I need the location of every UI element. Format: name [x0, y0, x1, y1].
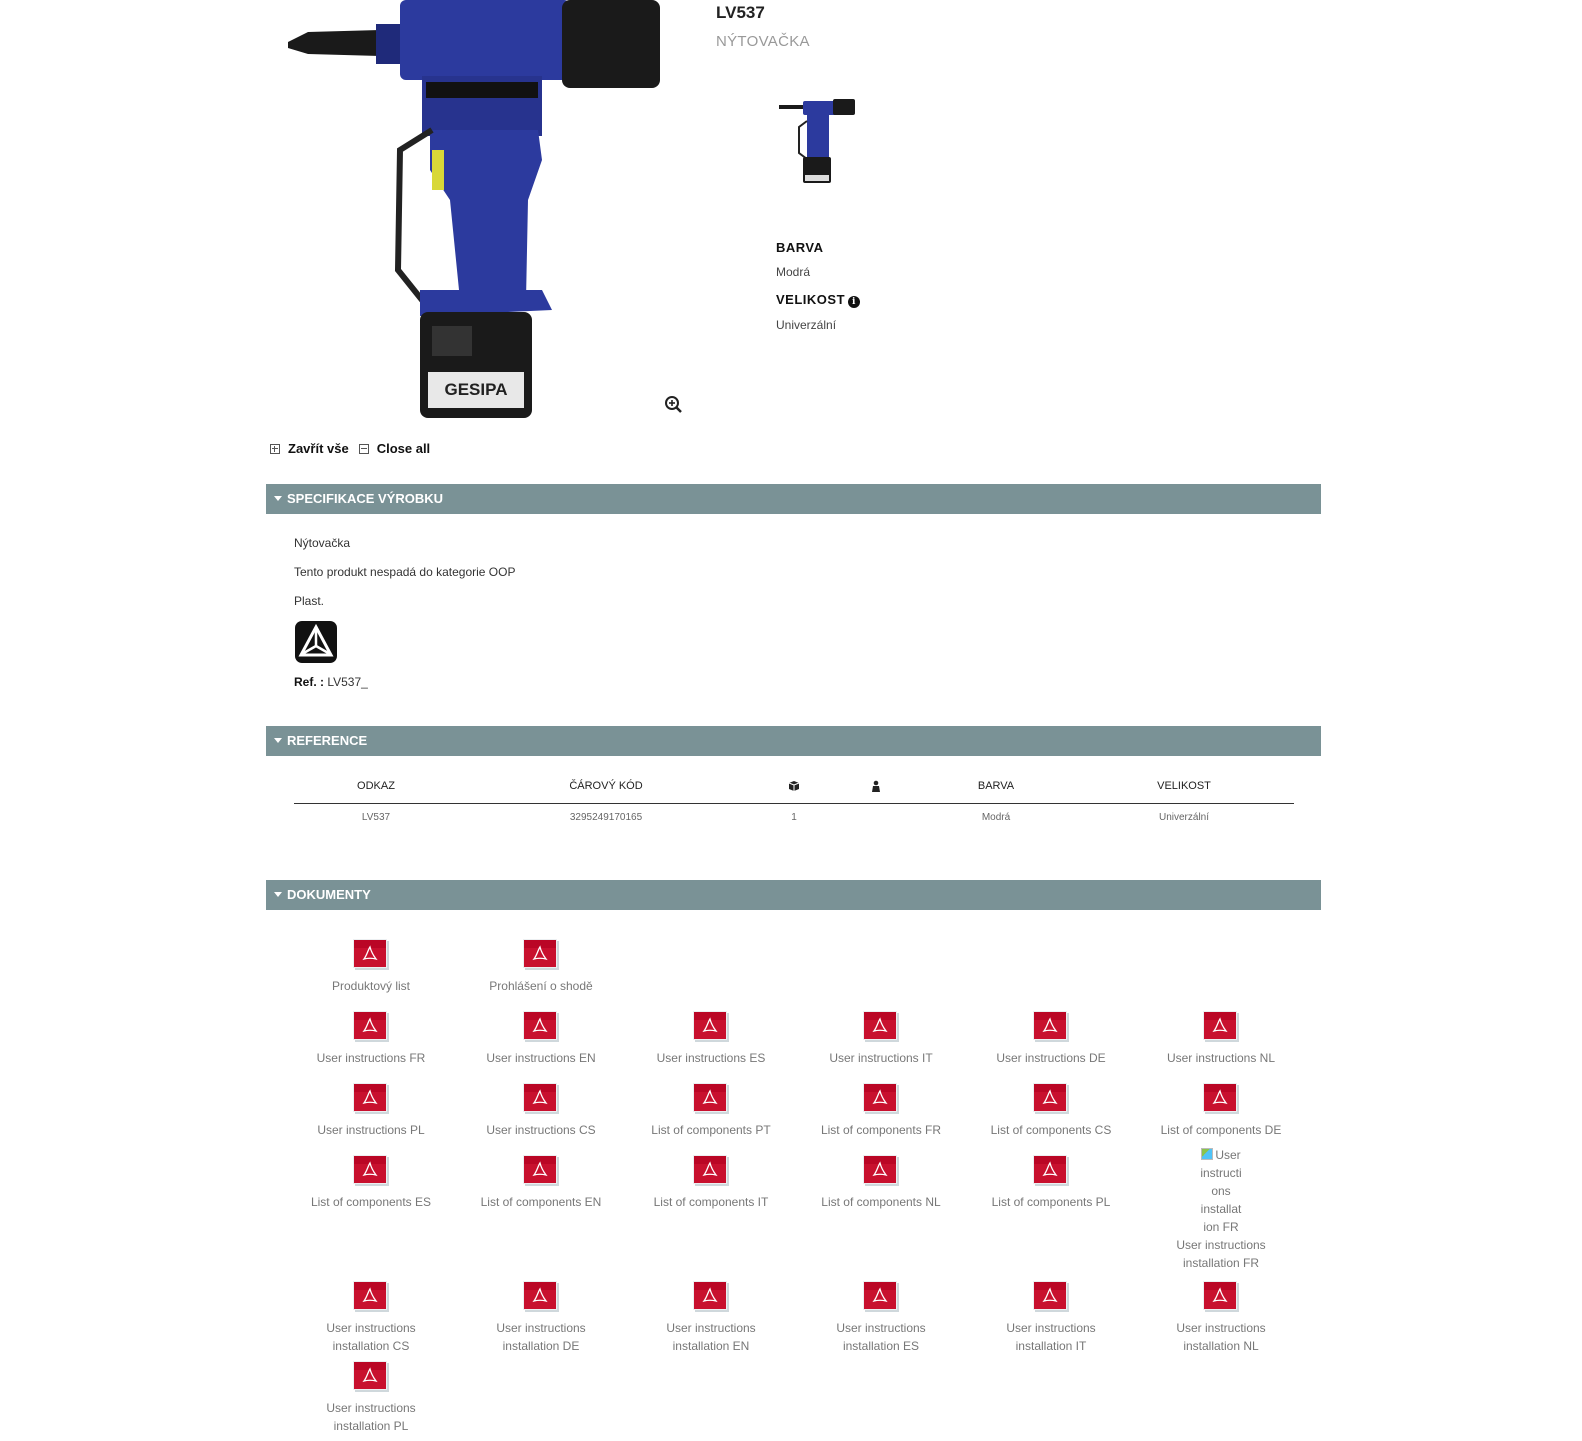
column-header-velikost: VELIKOST: [1157, 780, 1211, 792]
collapse-icon: [359, 444, 369, 454]
document-label: User instructions IT: [829, 1051, 933, 1065]
pdf-icon: [351, 1010, 391, 1044]
pdf-icon: [521, 938, 561, 972]
section-documents-header[interactable]: [266, 880, 1321, 910]
brand-text: GESIPA: [444, 380, 508, 399]
pdf-icon: [521, 1082, 561, 1116]
document-label: User instructions installation IT: [1006, 1321, 1096, 1353]
document-link[interactable]: [1136, 1082, 1306, 1139]
close-all-label: Close all: [376, 441, 431, 456]
pdf-icon: [351, 1082, 391, 1116]
caret-down-icon: [274, 496, 282, 501]
section-reference-title: REFERENCE: [287, 733, 368, 748]
document-label: User instructions DE: [996, 1051, 1106, 1065]
document-link[interactable]: [286, 1154, 456, 1211]
pdf-icon: [521, 1010, 561, 1044]
table-cell: 3295249170165: [569, 812, 643, 823]
broken-image-alt: instructi: [1200, 1166, 1242, 1180]
triangle-logo-icon: [294, 620, 338, 664]
document-link[interactable]: [286, 938, 456, 995]
section-spec-header[interactable]: [266, 484, 1321, 514]
document-label: List of components EN: [480, 1195, 602, 1209]
document-label: User instructions installation NL: [1176, 1321, 1266, 1353]
pdf-icon: [351, 1280, 391, 1314]
pdf-icon: [1031, 1280, 1071, 1314]
product-title: LV537: [716, 3, 765, 22]
product-image: [280, 0, 690, 425]
close-all-toggle[interactable]: [359, 441, 430, 456]
document-link[interactable]: [796, 1082, 966, 1139]
document-label: Produktový list: [331, 979, 411, 993]
document-link[interactable]: [796, 1154, 966, 1211]
document-link[interactable]: [966, 1280, 1136, 1355]
pdf-icon: [521, 1280, 561, 1314]
document-link[interactable]: [966, 1154, 1136, 1211]
document-link[interactable]: [1136, 1280, 1306, 1355]
document-label: List of components PL: [991, 1195, 1111, 1209]
document-link[interactable]: [796, 1010, 966, 1067]
table-cell: 1: [791, 812, 797, 823]
document-link[interactable]: [626, 1154, 796, 1211]
document-label: User instructions installation ES: [836, 1321, 926, 1353]
table-cell: Univerzální: [1158, 812, 1210, 823]
pdf-icon: [861, 1082, 901, 1116]
spec-line: Tento produkt nespadá do kategorie OOP: [294, 565, 516, 579]
pdf-icon: [1031, 1010, 1071, 1044]
broken-image-alt: ion FR: [1203, 1220, 1239, 1234]
size-label-row: [776, 292, 860, 308]
size-value: Univerzální: [776, 318, 837, 332]
column-header-barcode: ČÁROVÝ KÓD: [569, 780, 643, 792]
document-link[interactable]: [796, 1280, 966, 1355]
document-label: User instructions installation PL: [326, 1401, 416, 1433]
spec-line: Nýtovačka: [294, 536, 351, 550]
column-header-barva: BARVA: [977, 780, 1015, 792]
broken-image-alt: installat: [1200, 1202, 1242, 1216]
document-link[interactable]: [286, 1082, 456, 1139]
document-link[interactable]: [456, 1154, 626, 1211]
pdf-icon: [1201, 1082, 1241, 1116]
pdf-icon: [1201, 1280, 1241, 1314]
broken-image-alt: ons: [1211, 1184, 1231, 1198]
table-cell: LV537: [361, 812, 391, 823]
document-link[interactable]: [456, 1280, 626, 1355]
document-label: List of components FR: [820, 1123, 942, 1137]
document-link[interactable]: [1189, 1146, 1253, 1236]
ref-line: [294, 675, 368, 689]
ref-value: LV537_: [327, 675, 368, 689]
document-label: User instructions ES: [656, 1051, 766, 1065]
reference-table: [294, 770, 1294, 834]
product-subtitle: NÝTOVAČKA: [716, 33, 810, 50]
document-label: User instructions FR: [316, 1051, 426, 1065]
broken-image-icon: [1201, 1148, 1213, 1160]
document-label: List of components CS: [990, 1123, 1112, 1137]
pdf-icon: [861, 1010, 901, 1044]
table-row[interactable]: [294, 804, 1294, 834]
document-label: List of components ES: [310, 1195, 432, 1209]
pdf-icon: [691, 1280, 731, 1314]
section-documents-title: DOKUMENTY: [287, 887, 371, 902]
caret-down-icon: [274, 892, 282, 897]
document-label: User instructions NL: [1166, 1051, 1276, 1065]
info-icon[interactable]: i: [848, 296, 860, 308]
pdf-icon: [861, 1154, 901, 1188]
box-icon: [788, 780, 800, 795]
open-all-label: Zavřít vše: [288, 441, 349, 456]
pdf-icon: [351, 938, 391, 972]
expand-icon: [270, 444, 280, 454]
product-thumbnail[interactable]: [776, 96, 860, 188]
table-header-row: [294, 770, 1294, 804]
pdf-icon: [691, 1082, 731, 1116]
document-link[interactable]: [1136, 1010, 1306, 1067]
open-all-toggle[interactable]: [270, 441, 349, 456]
size-label: VELIKOST: [776, 292, 846, 307]
color-label: BARVA: [776, 240, 824, 255]
document-label: User instructions installation FR: [1176, 1238, 1266, 1270]
document-label: User instructions CS: [486, 1123, 596, 1137]
pdf-icon: [1031, 1154, 1071, 1188]
pdf-icon: [861, 1280, 901, 1314]
document-link[interactable]: [626, 1082, 796, 1139]
document-link[interactable]: [286, 1280, 456, 1355]
pdf-icon: [351, 1360, 391, 1394]
pdf-icon: [691, 1010, 731, 1044]
document-link[interactable]: [966, 1082, 1136, 1139]
document-label-block[interactable]: [1136, 1236, 1306, 1272]
document-link[interactable]: [456, 938, 626, 995]
document-label: User instructions installation CS: [326, 1321, 416, 1353]
document-label: User instructions EN: [486, 1051, 596, 1065]
toggle-row: [270, 441, 440, 456]
document-link[interactable]: [456, 1082, 626, 1139]
document-label: User instructions PL: [317, 1123, 425, 1137]
pdf-icon: [351, 1154, 391, 1188]
pdf-icon: [1201, 1010, 1241, 1044]
document-link[interactable]: [626, 1280, 796, 1355]
document-label: User instructions installation EN: [666, 1321, 756, 1353]
caret-down-icon: [274, 738, 282, 743]
document-label: Prohlášení o shodě: [489, 979, 593, 993]
document-link[interactable]: [626, 1010, 796, 1067]
ref-label: Ref. :: [294, 675, 324, 689]
document-link[interactable]: [456, 1010, 626, 1067]
pdf-icon: [1031, 1082, 1071, 1116]
document-link[interactable]: [966, 1010, 1136, 1067]
color-value: Modrá: [776, 265, 811, 279]
document-link[interactable]: [286, 1010, 456, 1067]
document-label: List of components DE: [1160, 1123, 1282, 1137]
column-header-odkaz: ODKAZ: [357, 780, 395, 792]
spec-line: Plast.: [294, 594, 325, 608]
zoom-in-icon[interactable]: [664, 395, 684, 415]
document-label: User instructions installation DE: [496, 1321, 586, 1353]
section-spec-title: SPECIFIKACE VÝROBKU: [287, 491, 444, 506]
pdf-icon: [521, 1154, 561, 1188]
section-reference-header[interactable]: [266, 726, 1321, 756]
document-label: List of components IT: [653, 1195, 769, 1209]
table-cell: Modrá: [981, 812, 1011, 823]
person-icon: [871, 780, 881, 795]
broken-image-alt: User: [1189, 1146, 1253, 1164]
document-link[interactable]: [286, 1360, 456, 1435]
document-label: List of components PT: [651, 1123, 771, 1137]
document-label: List of components NL: [821, 1195, 941, 1209]
pdf-icon: [691, 1154, 731, 1188]
